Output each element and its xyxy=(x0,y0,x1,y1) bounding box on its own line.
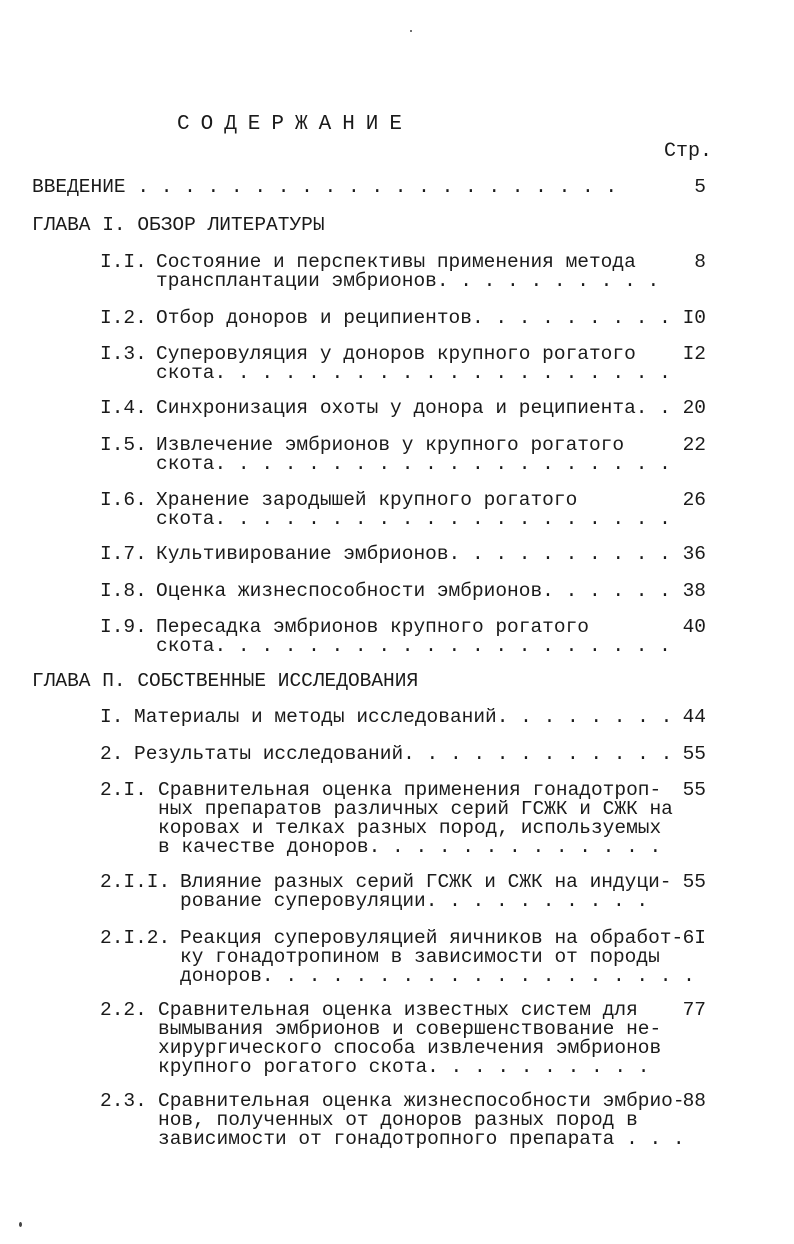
toc-entry-text: Реакция суперовуляцией яичников на обработ- xyxy=(180,927,684,949)
page-title: СОДЕРЖАНИЕ xyxy=(176,113,414,136)
toc-entry-text: хирургического способа извлечения эмбрионов xyxy=(158,1037,662,1059)
toc-section-number: I. xyxy=(100,706,124,728)
scan-speck xyxy=(410,30,412,32)
toc-entry xyxy=(156,543,671,565)
toc-page-number: 5 xyxy=(694,176,706,198)
toc-entry-text: Материалы и методы исследований. . . . . . . . xyxy=(134,706,673,728)
toc-entry-text: Влияние разных серий ГСЖК и СЖК на индуци- xyxy=(180,871,672,893)
toc-entry-text: ВВЕДЕНИЕ . . . . . . . . . . . . . . . . . . . . . xyxy=(32,176,618,198)
toc-entry-text: крупного рогатого скота. . . . . . . . . . xyxy=(158,1056,650,1078)
toc-entry xyxy=(180,871,672,912)
scan-speck xyxy=(19,1222,22,1227)
toc-entry-text: Извлечение эмбрионов у крупного рогатого xyxy=(156,434,625,456)
toc-page-number: 55 xyxy=(682,779,706,801)
toc-entry-text: скота. . . . . . . . . . . . . . . . . . . . xyxy=(156,453,671,475)
toc-entry xyxy=(158,999,662,1078)
toc-section-number: I.5. xyxy=(100,434,147,456)
toc-entry-text: скота. . . . . . . . . . . . . . . . . . . . xyxy=(156,635,671,657)
toc-section-number: 2.I. xyxy=(100,779,147,801)
toc-entry-text: рование суперовуляции. . . . . . . . . . xyxy=(180,890,649,912)
toc-page-number: 8 xyxy=(694,251,706,273)
toc-section-number: I.3. xyxy=(100,343,147,365)
toc-chapter-1-heading xyxy=(32,216,652,235)
toc-section-number: I.6. xyxy=(100,489,147,511)
toc-section-number: 2.3. xyxy=(100,1090,147,1112)
toc-entry-text: Результаты исследований. . . . . . . . . . . . xyxy=(134,743,673,765)
toc-section-number: I.9. xyxy=(100,616,147,638)
toc-page-number: I0 xyxy=(682,307,706,329)
toc-entry-text: Оценка жизнеспособности эмбрионов. . . . . . xyxy=(156,580,671,602)
toc-entry xyxy=(156,397,671,419)
page-column-header: Стр. xyxy=(664,140,713,163)
toc-entry-text: скота. . . . . . . . . . . . . . . . . . . . xyxy=(156,508,671,530)
toc-section-number: I.8. xyxy=(100,580,147,602)
toc-page-number: 38 xyxy=(682,580,706,602)
toc-section-number: I.I. xyxy=(100,251,147,273)
toc-entry-text: ных препаратов различных серий ГСЖК и СЖК на xyxy=(158,798,673,820)
toc-entry-text: зависимости от гонадотропного препарата . . . xyxy=(158,1128,685,1150)
toc-entry xyxy=(158,779,673,858)
toc-entry-text: коровах и телках разных пород, используемых xyxy=(158,817,662,839)
toc-entry-text: Культивирование эмбрионов. . . . . . . . . . xyxy=(156,543,671,565)
toc-entry-text: в качестве доноров. . . . . . . . . . . . . xyxy=(158,836,662,858)
toc-entry xyxy=(156,434,671,475)
toc-entry-text: вымывания эмбрионов и совершенствование не- xyxy=(158,1018,662,1040)
toc-entry-text: Отбор доноров и реципиентов. . . . . . . . . xyxy=(156,307,671,329)
toc-entry xyxy=(156,489,671,530)
toc-entry-text: Сравнительная оценка известных систем для xyxy=(158,999,638,1021)
toc-entry-text: ГЛАВА I. ОБЗОР ЛИТЕРАТУРЫ xyxy=(32,214,325,236)
toc-entry-text: Сравнительная оценка жизнеспособности эмбрио- xyxy=(158,1090,685,1112)
toc-entry xyxy=(156,307,671,329)
toc-section-number: 2.2. xyxy=(100,999,147,1021)
toc-section-number: I.7. xyxy=(100,543,147,565)
toc-entry-text: Хранение зародышей крупного рогатого xyxy=(156,489,578,511)
toc-page-number: 55 xyxy=(682,743,706,765)
toc-entry-introduction xyxy=(32,178,662,197)
toc-page-number: 77 xyxy=(682,999,706,1021)
toc-entry-text: нов, полученных от доноров разных пород в xyxy=(158,1109,638,1131)
toc-page-number: 6I xyxy=(682,927,706,949)
toc-entry-text: Суперовуляция у доноров крупного рогатого xyxy=(156,343,636,365)
toc-page-number: 22 xyxy=(682,434,706,456)
toc-entry xyxy=(134,743,673,765)
toc-entry-text: ГЛАВА П. СОБСТВЕННЫЕ ИССЛЕДОВАНИЯ xyxy=(32,670,419,692)
toc-entry-text: скота. . . . . . . . . . . . . . . . . . . . xyxy=(156,362,671,384)
toc-section-number: 2.I.I. xyxy=(100,871,171,893)
toc-section-number: 2.I.2. xyxy=(100,927,171,949)
toc-page-number: 40 xyxy=(682,616,706,638)
toc-chapter-2-heading xyxy=(32,672,652,691)
toc-entry-text: Синхронизация охоты у донора и реципиента. . xyxy=(156,397,671,419)
toc-section-number: I.4. xyxy=(100,397,147,419)
toc-section-number: 2. xyxy=(100,743,124,765)
toc-entry-text: доноров. . . . . . . . . . . . . . . . . . . xyxy=(180,965,695,987)
toc-entry xyxy=(156,616,671,657)
toc-entry-text: Сравнительная оценка применения гонадотроп- xyxy=(158,779,662,801)
toc-entry xyxy=(156,251,660,292)
toc-page-number: I2 xyxy=(682,343,706,365)
toc-entry xyxy=(158,1090,685,1150)
toc-section-number: I.2. xyxy=(100,307,147,329)
toc-entry-text: трансплантации эмбрионов. . . . . . . . . . xyxy=(156,270,660,292)
toc-entry xyxy=(156,343,671,384)
toc-entry xyxy=(156,580,671,602)
toc-entry xyxy=(134,706,673,728)
toc-entry-text: Пересадка эмбрионов крупного рогатого xyxy=(156,616,589,638)
toc-page-number: 88 xyxy=(682,1090,706,1112)
toc-page-number: 36 xyxy=(682,543,706,565)
toc-entry-text: ку гонадотропином в зависимости от породы xyxy=(180,946,660,968)
toc-entry-text: Состояние и перспективы применения метода xyxy=(156,251,636,273)
toc-page-number: 44 xyxy=(682,706,706,728)
toc-page-number: 26 xyxy=(682,489,706,511)
toc-page-number: 55 xyxy=(682,871,706,893)
toc-page-number: 20 xyxy=(682,397,706,419)
